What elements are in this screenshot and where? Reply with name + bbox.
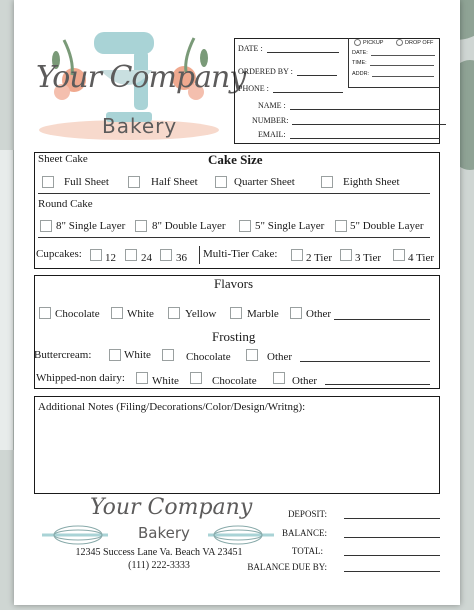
flavor-chocolate: Chocolate xyxy=(55,308,100,320)
dropoff-option[interactable] xyxy=(396,39,433,46)
pickup-option[interactable] xyxy=(354,39,383,46)
footer-address: 12345 Success Lane Va. Beach VA 23451 xyxy=(75,547,243,558)
whipped-chocolate: Chocolate xyxy=(212,375,257,387)
email-label: EMAIL: xyxy=(258,130,286,139)
checkbox-flavor-marble[interactable] xyxy=(230,307,242,319)
buttercream-other-line[interactable] xyxy=(300,361,430,362)
footer-logo-company: Your Company xyxy=(90,495,253,520)
flavor-other: Other xyxy=(306,308,332,320)
flavor-white: White xyxy=(127,308,154,320)
delivery-date-field[interactable] xyxy=(352,50,435,56)
option-5-double: 5" Double Layer xyxy=(350,220,424,232)
divider xyxy=(38,237,430,238)
cupcakes-label: Cupcakes: xyxy=(36,248,82,260)
option-eighth-sheet: Eighth Sheet xyxy=(343,176,400,188)
round-cake-label: Round Cake xyxy=(38,198,93,210)
checkbox-buttercream-chocolate[interactable] xyxy=(162,349,174,361)
buttercream-chocolate: Chocolate xyxy=(186,351,231,363)
footer-phone: (111) 222-3333 xyxy=(128,560,190,571)
checkbox-whipped-white[interactable] xyxy=(136,372,148,384)
number-field[interactable] xyxy=(252,116,446,125)
checkbox-buttercream-other[interactable] xyxy=(246,349,258,361)
balance-line[interactable] xyxy=(344,537,440,538)
checkbox-full-sheet[interactable] xyxy=(42,176,54,188)
checkbox-flavor-white[interactable] xyxy=(111,307,123,319)
ordered-by-label: ORDERED BY : xyxy=(238,67,293,76)
flavor-other-line[interactable] xyxy=(334,319,430,320)
date-label: DATE : xyxy=(238,44,263,53)
checkbox-eighth-sheet[interactable] xyxy=(321,176,333,188)
frosting-title: Frosting xyxy=(212,329,256,344)
option-4-tier: 4 Tier xyxy=(408,252,434,264)
checkbox-flavor-chocolate[interactable] xyxy=(39,307,51,319)
checkbox-8-double[interactable] xyxy=(135,220,147,232)
option-8-single: 8" Single Layer xyxy=(56,220,126,232)
checkbox-whipped-chocolate[interactable] xyxy=(190,372,202,384)
checkbox-cupcakes-36[interactable] xyxy=(160,249,172,261)
balance-label: BALANCE: xyxy=(282,528,327,538)
logo-company-name: Your Company xyxy=(36,60,246,95)
option-cupcakes-12: 12 xyxy=(105,252,116,264)
delivery-time-label: TIME: xyxy=(352,60,367,66)
checkbox-4-tier[interactable] xyxy=(393,249,405,261)
option-5-single: 5" Single Layer xyxy=(255,220,325,232)
background-card-edge xyxy=(0,150,14,450)
whipped-label: Whipped-non dairy: xyxy=(36,372,125,384)
pickup-radio[interactable] xyxy=(354,39,361,46)
option-8-double: 8" Double Layer xyxy=(152,220,226,232)
option-cupcakes-36: 36 xyxy=(176,252,187,264)
footer-logo-bakery: Bakery xyxy=(138,524,190,542)
dropoff-label: DROP OFF xyxy=(405,40,434,46)
checkbox-5-single[interactable] xyxy=(239,220,251,232)
checkbox-8-single[interactable] xyxy=(40,220,52,232)
checkbox-quarter-sheet[interactable] xyxy=(215,176,227,188)
option-half-sheet: Half Sheet xyxy=(151,176,198,188)
whipped-white: White xyxy=(152,375,179,387)
phone-label: PHONE : xyxy=(238,84,269,93)
checkbox-cupcakes-24[interactable] xyxy=(125,249,137,261)
delivery-addr-label: ADDR: xyxy=(352,71,370,77)
balance-due-label: BALANCE DUE BY: xyxy=(247,562,327,572)
option-quarter-sheet: Quarter Sheet xyxy=(234,176,295,188)
date-field[interactable] xyxy=(238,44,339,53)
name-label: NAME : xyxy=(258,101,286,110)
flavors-title: Flavors xyxy=(214,276,253,291)
ordered-by-field[interactable] xyxy=(238,67,337,76)
multi-tier-label: Multi-Tier Cake: xyxy=(203,248,278,260)
logo-bakery-word: Bakery xyxy=(102,114,178,138)
buttercream-other: Other xyxy=(267,351,293,363)
cake-size-title: Cake Size xyxy=(208,152,263,167)
whipped-other: Other xyxy=(292,375,318,387)
option-full-sheet: Full Sheet xyxy=(64,176,109,188)
phone-field[interactable] xyxy=(238,84,343,93)
balance-due-line[interactable] xyxy=(344,571,440,572)
checkbox-5-double[interactable] xyxy=(335,220,347,232)
number-label: NUMBER: xyxy=(252,116,289,125)
order-form-sheet xyxy=(14,0,460,605)
flavor-yellow: Yellow xyxy=(185,308,217,320)
total-label: TOTAL: xyxy=(291,546,323,556)
flavor-marble: Marble xyxy=(247,308,279,320)
delivery-addr-field[interactable] xyxy=(352,71,434,77)
total-line[interactable] xyxy=(344,555,440,556)
checkbox-flavor-other[interactable] xyxy=(290,307,302,319)
checkbox-flavor-yellow[interactable] xyxy=(168,307,180,319)
buttercream-white: White xyxy=(124,349,151,361)
pickup-label: PICKUP xyxy=(363,40,384,46)
name-field[interactable] xyxy=(258,101,440,110)
notes-label: Additional Notes (Filing/Decorations/Color/Design/Writng): xyxy=(38,401,306,413)
checkbox-3-tier[interactable] xyxy=(340,249,352,261)
checkbox-buttercream-white[interactable] xyxy=(109,349,121,361)
checkbox-2-tier[interactable] xyxy=(291,249,303,261)
buttercream-label: Buttercream: xyxy=(34,349,92,361)
checkbox-half-sheet[interactable] xyxy=(128,176,140,188)
vertical-divider xyxy=(199,246,200,264)
checkbox-whipped-other[interactable] xyxy=(273,372,285,384)
checkbox-cupcakes-12[interactable] xyxy=(90,249,102,261)
option-cupcakes-24: 24 xyxy=(141,252,152,264)
email-field[interactable] xyxy=(258,130,440,139)
delivery-time-field[interactable] xyxy=(352,60,434,66)
deposit-line[interactable] xyxy=(344,518,440,519)
whipped-other-line[interactable] xyxy=(325,384,430,385)
delivery-date-label: DATE: xyxy=(352,50,368,56)
option-2-tier: 2 Tier xyxy=(306,252,332,264)
divider xyxy=(38,193,430,194)
sheet-cake-label: Sheet Cake xyxy=(38,153,88,165)
deposit-label: DEPOSIT: xyxy=(287,509,327,519)
dropoff-radio[interactable] xyxy=(396,39,403,46)
option-3-tier: 3 Tier xyxy=(355,252,381,264)
